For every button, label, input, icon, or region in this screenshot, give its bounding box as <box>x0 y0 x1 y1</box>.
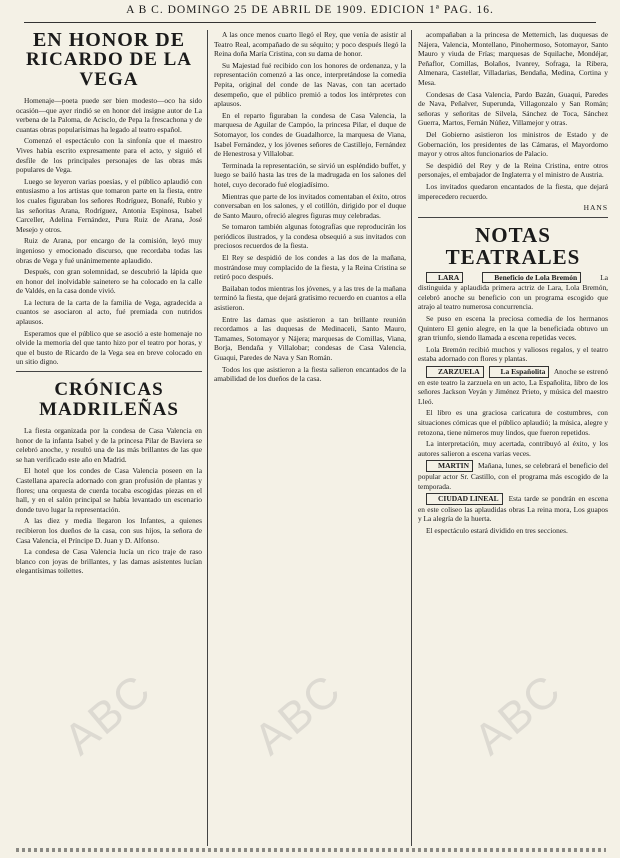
column-2 <box>214 30 406 846</box>
paragraph: Ruiz de Arana, por encargo de la comisión, leyó muy ingenioso y emocionado discurso, que recordaba todas las obras de Vega y fué unánimemente aplaudido. <box>16 236 202 265</box>
paragraph: Se tomaron también algunas fotografías que reproducirán los periódicos ilustrados, y la condesa obsequió a sus invitados con preciosos recuerdos de la fiesta. <box>214 222 406 251</box>
paragraph: El libro es una graciosa caricatura de costumbres, con situaciones cómicas que el público aplaudió; la música, alegre y retozona, tiene números muy lindos, que fueron repetidos. <box>418 408 608 437</box>
paragraph: Comenzó el espectáculo con la sinfonía que el maestro Vives había escrito expresamente para el acto, y siguió el desfile de los principales personajes de las obras más populares de Vega. <box>16 136 202 175</box>
paragraph: Condesas de Casa Valencia, Pardo Bazán, Guaqui, Paredes de Nava, Peñalver, Superunda, Villagonzalo y San Román; señoras y señoritas de Silvela, Sánchez de Toca, Sánchez Guerra, Martos, Fernán Núñez, Villamejor y otras. <box>418 89 608 128</box>
paragraph: La distinguida y aplaudida primera actriz de Lara, Lola Bremón, celebró anoche su beneficio con un programa escogido que atrajo al teatro numerosa concurrencia. <box>418 272 608 312</box>
paragraph: Anoche se estrenó en este teatro la zarzuela en un acto, La Españolita, libro de los señores Jackson Veyán y Jiménez Prieto, y música del maestro Lleó. <box>418 367 608 406</box>
footer-bar <box>16 848 606 852</box>
article-title-line2: RICARDO DE LA VEGA <box>25 49 193 90</box>
section-title-line1: CRÓNICAS <box>54 379 164 401</box>
paragraph: La fiesta organizada por la condesa de Casa Valencia en honor de la infanta Isabel y de la princesa Pilar de Baviera se celebró anoche, y resultó una de las más brillantes de las que se han verificado este año en Madrid. <box>16 426 202 464</box>
paragraph: Lola Bremón recibió muchos y valiosos regalos, y el teatro estaba adornado con flores y plantas. <box>418 344 608 364</box>
review-lara <box>418 272 608 312</box>
paragraph: Entre las damas que asistieron a tan brillante reunión recordamos a las duquesas de Medinaceli, Santo Mauro, Tamames, Sotomayor y Nájera; marquesas de Comillas, Viana, Borja, Bendaña y Villalobar; condesas de Casa Valencia, Guaqui, Paredes de Nava y San Román. <box>214 314 406 362</box>
paragraph: Se puso en escena la preciosa comedia de los hermanos Quintero El genio alegre, en la que la beneficiada obtuvo un gran triunfo, siendo llamada a escena repetidas veces. <box>418 314 608 343</box>
paragraph: La lectura de la carta de la familia de Vega, agradecida a cuantos se asociaron al acto, fué premiada con nutridos aplausos. <box>16 297 202 327</box>
paragraph: Luego se leyeron varias poesías, y el público aplaudió con entusiasmo a los artistas que tomaron parte en la fiesta, entre los cuales figuraban los señores Rodríguez, Bonafé, Rubio y las señoritas Arana, Rodríguez, Antonia Espinosa, Isabel Carceller, Adelina Fernández, Pura Ruiz de Arana, José Mesejo y otros. <box>16 176 202 234</box>
review-martin <box>418 460 608 491</box>
paragraph: Después, con gran solemnidad, se descubrió la lápida que en honor del inolvidable sainetero se ha colocado en la calle de Valdés, en la casa donde vivió. <box>16 267 202 296</box>
paragraph: La interpretación, muy acertada, contribuyó al éxito, y los autores salieron a escena varias veces. <box>418 439 608 458</box>
paragraph: acompañaban a la princesa de Metternich, las duquesas de Nájera, Valencia, Montellano, Pinohermoso, Sotomayor, Santo Mauro y viuda de Frías; marquesas de Squilache, Mondéjar, Peñaflor, Comillas, Bolaños, Ivanrey, Sofraga, la Ribera, Almenara, Castellar, Villadarias, Bendaña, Medina, Cortina y Mesa. <box>418 30 608 87</box>
paragraph: Todos los que asistieron a la fiesta salieron encantados de la amabilidad de los dueños de la casa. <box>214 364 406 384</box>
page-header: A B C. DOMINGO 25 DE ABRIL DE 1909. EDICION 1ª PAG. 16. <box>24 4 596 23</box>
paragraph: Mientras que parte de los invitados comentaban el éxito, otros conversaban en los salones, y el cotillón, dirigido por el duque de Santo Mauro, ofreció alegres figuras muy celebradas. <box>214 191 406 220</box>
section-label: CIUDAD LINEAL <box>426 493 503 505</box>
column-3 <box>418 30 608 846</box>
paragraph: Bailaban todos mientras los jóvenes, y a las tres de la mañana terminó la fiesta, que dejará gratísimo recuerdo en cuantos a ella asistieron. <box>214 283 406 313</box>
column-1 <box>16 30 202 846</box>
article-title-line1: EN HONOR DE <box>32 30 186 51</box>
section-divider <box>16 371 202 372</box>
paragraph: Se despidió del Rey y de la Reina Cristina, entre otros personajes, el embajador de Inglaterra y el ministro de Austria. <box>418 160 608 180</box>
paragraph: A las once menos cuarto llegó el Rey, que venía de asistir al Teatro Real, acompañado de su séquito; y poco después llegó la Reina doña María Cristina, con su dama de honor. <box>214 30 406 59</box>
column-divider <box>207 30 208 846</box>
section-label: ZARZUELA <box>426 366 484 378</box>
paragraph: Terminada la representación, se sirvió un espléndido buffet, y luego se bailó hasta las tres de la madrugada en los salones del hotel, cuyo decorado fué elogiadísimo. <box>214 160 406 189</box>
paragraph: Mañana, lunes, se celebrará el beneficio del popular actor Sr. Castillo, con el programa más escogido de la temporada. <box>418 461 608 491</box>
paragraph: El hotel que los condes de Casa Valencia poseen en la Castellana aparecía adornado con gran profusión de plantas y flores; una orquesta de cuerda tocaba escogidas piezas en el hall, y en el salón principal se había levantado un escenario donde tuvo lugar la representación. <box>16 466 202 514</box>
section-sublabel: La Españolita <box>489 366 550 378</box>
paragraph: En el reparto figuraban la condesa de Casa Valencia, la marquesa de Aguilar de Campóo, la princesa Pilar, el duque de Sotomayor, los condes de Guadalhorce, la marquesa de Viana, Isabel Fernández, y los jóvenes señores de Castillejo, Fernández de Henestrosa y Villalobar. <box>214 110 406 159</box>
paragraph: Su Majestad fué recibido con los honores de ordenanza, y la representación comenzó a las once, interpretándose la comedia Pepita, original del conde de las Navas, con tan acertado desempeño, que el público premió a todos los intérpretes con aplausos. <box>214 60 406 109</box>
paragraph: El Rey se despidió de los condes a las dos de la mañana, mostrándose muy complacido de la fiesta, y la Reina Cristina se retiró poco después. <box>214 253 406 282</box>
paragraph: Esta tarde se pondrán en escena en este coliseo las aplaudidas obras La reina mora, Los guapos y La alegría de la huerta. <box>418 494 608 524</box>
section-label: MARTIN <box>426 460 473 472</box>
column-divider <box>411 30 412 846</box>
paragraph: Esperamos que el público que se asoció a este homenaje no olvide la memoria del que tanto hizo por el teatro por horas, y que el busto de Ricardo de la Vega sea en breve colocado en un sitio digno. <box>16 328 202 367</box>
paragraph: Homenaje—poeta puede ser bien modesto—oco ha sido ocasión—que ayer rindió se en honor del insigne autor de La verbena de la Paloma, de Acisclo, de Pepa la frescachona y de cuantas obras popularísimas ha legado al teatro español. <box>16 96 202 134</box>
paragraph: El espectáculo estará dividido en tres secciones. <box>426 525 568 535</box>
watermark: ABC <box>465 664 571 765</box>
section-label: LARA <box>426 272 463 284</box>
article-title <box>16 30 202 90</box>
paragraph: La condesa de Casa Valencia lucía un rico traje de raso blanco con joyas de brillantes, y las damas asistentes lucían elegantísimas toilettes. <box>16 547 202 576</box>
review-zarzuela <box>418 366 608 406</box>
review-ciudad-lineal <box>418 493 608 524</box>
section-title: NOTAS TEATRALES <box>418 217 608 268</box>
watermark: ABC <box>55 664 161 765</box>
paragraph: A las diez y media llegaron los Infantes, a quienes recibieron los dueños de la casa, con sus hijos, la señora de Casa Valencia, el Príncipe D. Juan y D. Alfonso. <box>16 516 202 545</box>
author-signature: HANS <box>583 203 608 213</box>
paragraph: Del Gobierno asistieron los ministros de Estado y de Gobernación, los presidentes de las Cámaras, el Mayordomo mayor y otros altos funcionarios de Palacio. <box>418 129 608 159</box>
section-title-line2: MADRILEÑAS <box>39 399 179 421</box>
paragraph: Los invitados quedaron encantados de la fiesta, que dejará imperecedero recuerdo. <box>418 181 608 201</box>
section-sublabel: Beneficio de Lola Bremón <box>482 272 581 284</box>
watermark: ABC <box>245 664 351 765</box>
section-title <box>16 380 202 420</box>
